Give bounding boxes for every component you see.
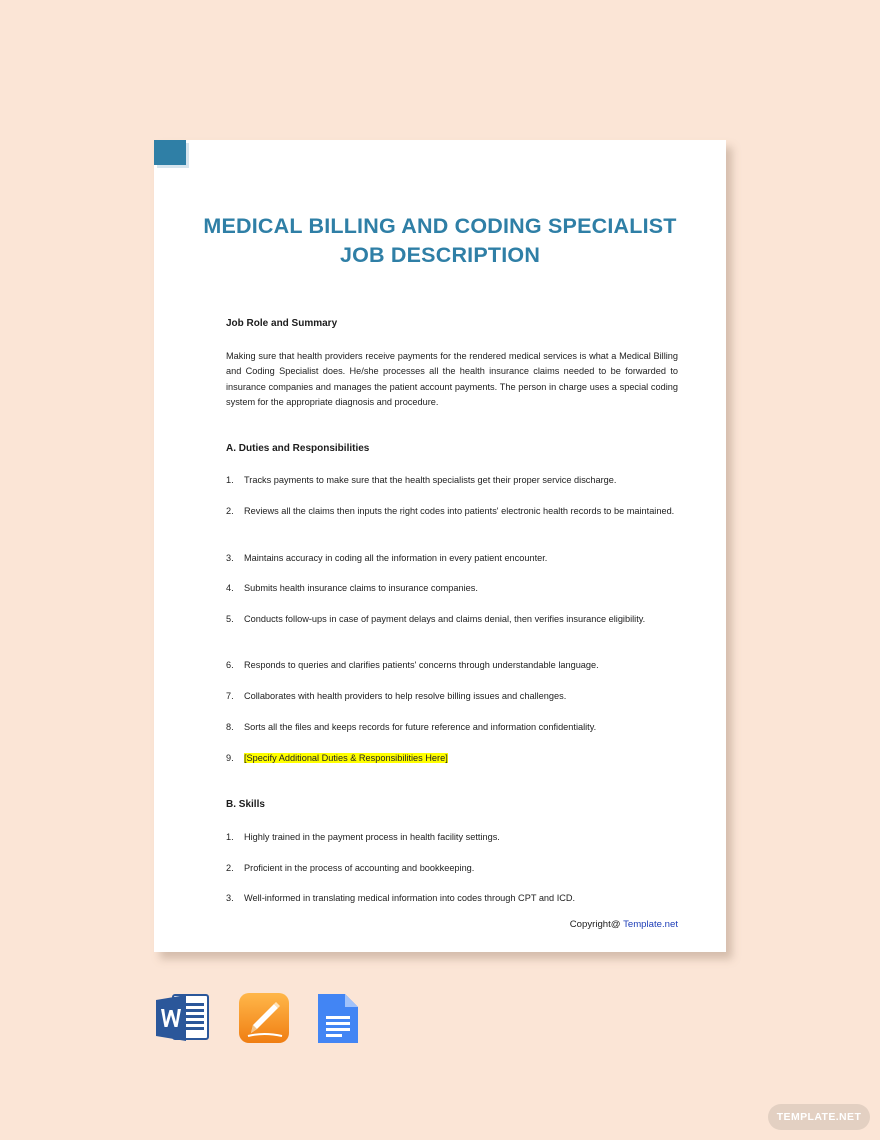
highlighted-placeholder-text[interactable]: [Specify Additional Duties & Responsibilities Here] bbox=[244, 753, 448, 763]
list-number: 5. bbox=[226, 614, 234, 624]
summary-heading: Job Role and Summary bbox=[226, 318, 338, 329]
duty-item bbox=[226, 504, 678, 520]
list-number: 9. bbox=[226, 753, 234, 763]
summary-paragraph: Making sure that health providers receive payments for the rendered medical services is what a Medical Billing and Coding Specialist does. He/she processes all the health insurance claims needed to be forwarded to insurance companies and manages the patient account payments. The person in charge uses a special coding system for the appropriate diagnosis and procedure. bbox=[226, 351, 678, 408]
template-net-link[interactable]: Template.net bbox=[623, 919, 678, 930]
duties-heading: A. Duties and Responsibilities bbox=[226, 443, 370, 454]
title-line-1: MEDICAL BILLING AND CODING SPECIALIST bbox=[203, 214, 677, 238]
document-page bbox=[154, 140, 726, 952]
list-text: Responds to queries and clarifies patients' concerns through understandable language. bbox=[244, 660, 599, 670]
list-number: 8. bbox=[226, 722, 234, 732]
duty-item bbox=[226, 581, 678, 597]
list-text: Reviews all the claims then inputs the right codes into patients' electronic health records to be maintained. bbox=[244, 506, 675, 516]
corner-accent-square bbox=[154, 140, 186, 165]
duty-item bbox=[226, 720, 678, 736]
list-text: Conducts follow-ups in case of payment delays and claims denial, then verifies insurance eligibility. bbox=[244, 614, 646, 624]
template-net-watermark: TEMPLATE.NET bbox=[768, 1104, 870, 1130]
duty-item bbox=[226, 689, 678, 705]
list-number: 1. bbox=[226, 832, 234, 842]
list-number: 2. bbox=[226, 506, 234, 516]
list-number: 2. bbox=[226, 863, 234, 873]
list-number: 6. bbox=[226, 660, 234, 670]
list-number: 7. bbox=[226, 691, 234, 701]
list-text: Submits health insurance claims to insurance companies. bbox=[244, 583, 478, 593]
list-text: Maintains accuracy in coding all the information in every patient encounter. bbox=[244, 553, 548, 563]
duty-item bbox=[226, 551, 678, 567]
word-icon[interactable] bbox=[155, 992, 210, 1044]
skill-item bbox=[226, 861, 678, 877]
copyright-line bbox=[570, 919, 678, 930]
copyright-prefix: Copyright@ bbox=[569, 919, 621, 930]
pages-icon[interactable] bbox=[238, 992, 293, 1044]
list-number: 3. bbox=[226, 553, 234, 563]
list-text: Proficient in the process of accounting and bookkeeping. bbox=[244, 863, 475, 873]
duty-item-placeholder bbox=[226, 751, 678, 767]
list-text: Sorts all the files and keeps records for future reference and information confidentiality. bbox=[244, 722, 597, 732]
google-docs-icon[interactable] bbox=[316, 992, 371, 1044]
list-text: Well-informed in translating medical information into codes through CPT and ICD. bbox=[244, 893, 576, 903]
list-text: Tracks payments to make sure that the health specialists get their proper service discharge. bbox=[244, 475, 617, 485]
duty-item bbox=[226, 612, 678, 628]
list-number: 4. bbox=[226, 583, 234, 593]
list-number: 3. bbox=[226, 893, 234, 903]
duty-item bbox=[226, 473, 678, 489]
title-line-2: JOB DESCRIPTION bbox=[339, 243, 541, 267]
document-title bbox=[194, 212, 686, 270]
list-text: Highly trained in the payment process in health facility settings. bbox=[244, 832, 500, 842]
skill-item bbox=[226, 830, 678, 846]
skill-item bbox=[226, 891, 678, 907]
skills-heading: B. Skills bbox=[226, 799, 265, 810]
duty-item bbox=[226, 658, 678, 674]
list-number: 1. bbox=[226, 475, 234, 485]
list-text: Collaborates with health providers to help resolve billing issues and challenges. bbox=[244, 691, 567, 701]
